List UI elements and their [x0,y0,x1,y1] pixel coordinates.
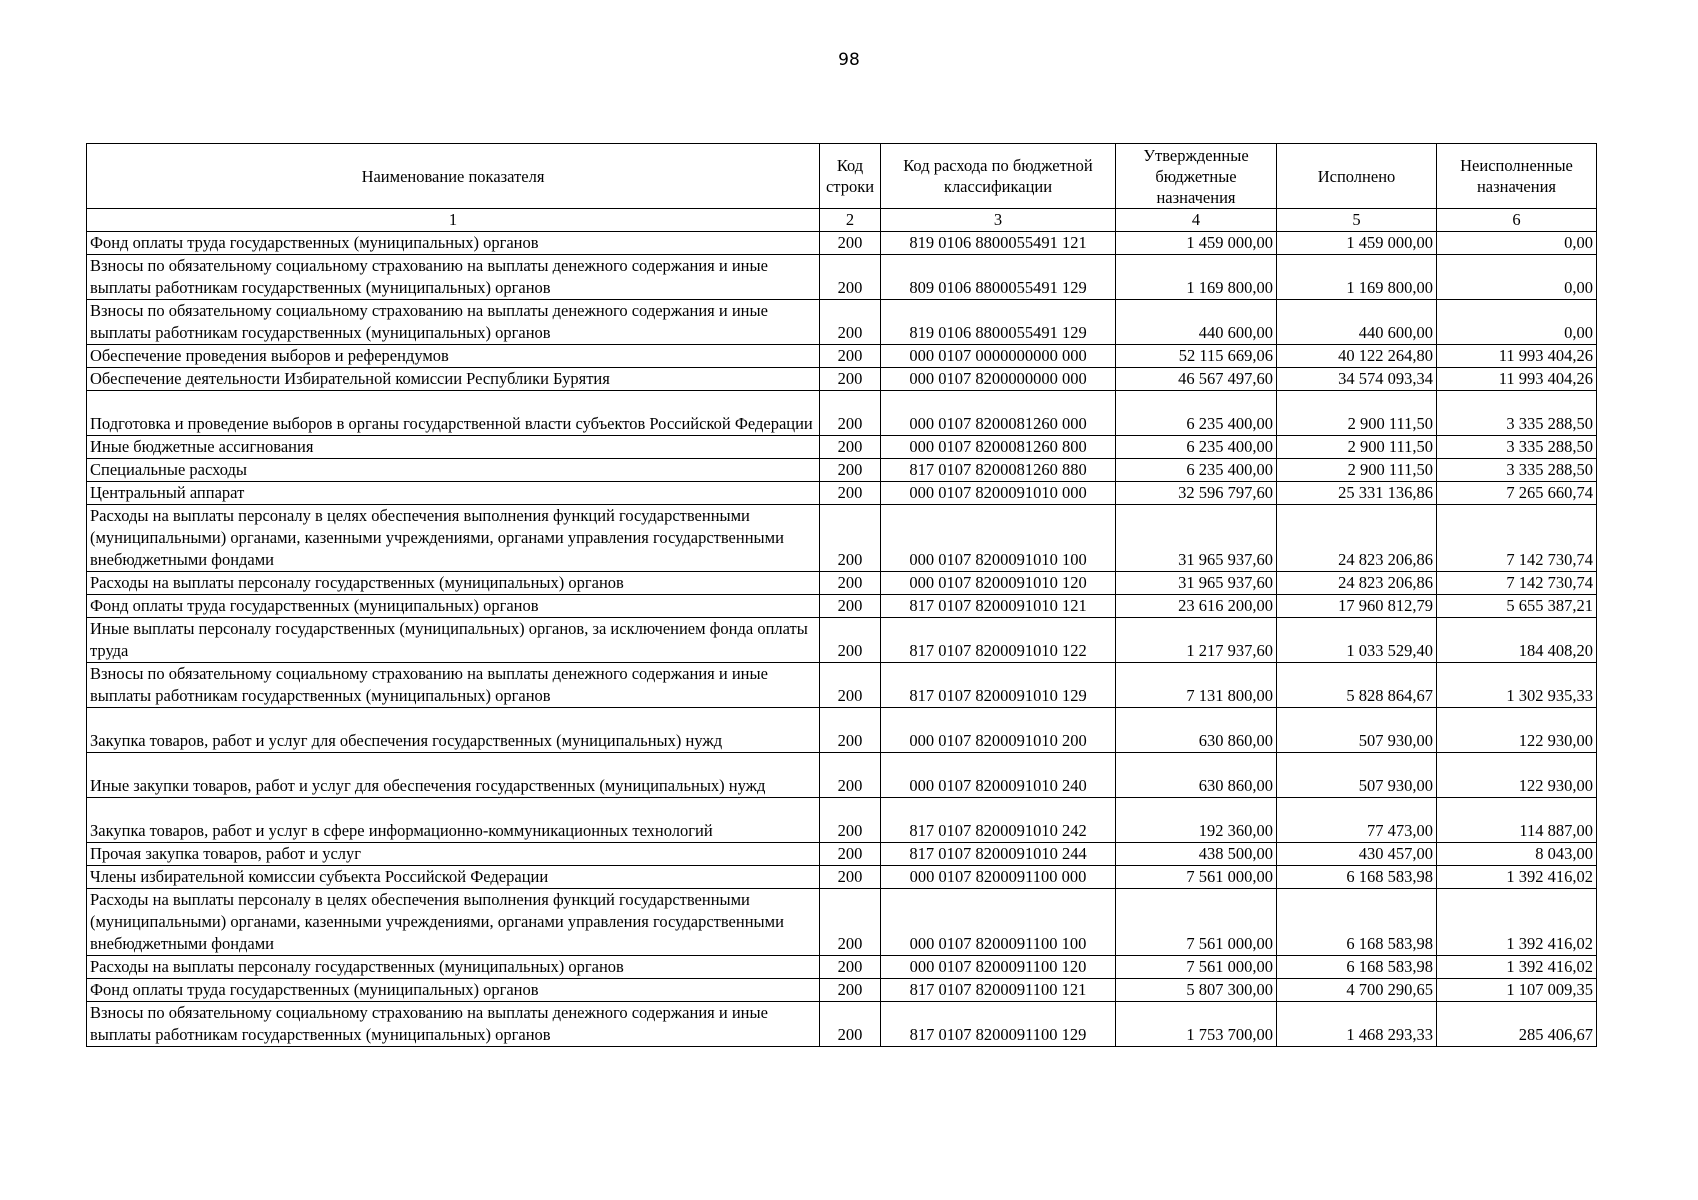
row-approved: 6 235 400,00 [1116,436,1277,459]
row-name: Члены избирательной комиссии субъекта Российской Федерации [87,866,820,889]
row-line-code: 200 [820,300,881,345]
row-budget-code: 000 0107 8200091100 120 [881,956,1116,979]
row-unexecuted: 1 392 416,02 [1437,866,1597,889]
row-line-code: 200 [820,798,881,843]
row-name: Фонд оплаты труда государственных (муниципальных) органов [87,595,820,618]
row-executed: 6 168 583,98 [1277,866,1437,889]
row-budget-code: 000 0107 8200081260 800 [881,436,1116,459]
row-unexecuted: 1 107 009,35 [1437,979,1597,1002]
row-name: Закупка товаров, работ и услуг в сфере информационно-коммуникационных технологий [87,798,820,843]
row-line-code: 200 [820,436,881,459]
row-budget-code: 819 0106 8800055491 129 [881,300,1116,345]
column-number: 1 [87,209,820,232]
row-executed: 6 168 583,98 [1277,956,1437,979]
row-executed: 17 960 812,79 [1277,595,1437,618]
row-line-code: 200 [820,843,881,866]
table-row [87,979,1597,1002]
header-row [87,144,1597,209]
row-approved: 23 616 200,00 [1116,595,1277,618]
row-approved: 438 500,00 [1116,843,1277,866]
table-row [87,232,1597,255]
row-name: Фонд оплаты труда государственных (муниципальных) органов [87,232,820,255]
header-approved: Утвержденные бюджетные назначения [1116,144,1277,209]
row-budget-code: 000 0107 8200091010 240 [881,753,1116,798]
header-name: Наименование показателя [87,144,820,209]
row-budget-code: 817 0107 8200091010 129 [881,663,1116,708]
row-unexecuted: 285 406,67 [1437,1002,1597,1047]
row-executed: 24 823 206,86 [1277,572,1437,595]
table-header [87,144,1597,232]
row-unexecuted: 114 887,00 [1437,798,1597,843]
row-executed: 2 900 111,50 [1277,391,1437,436]
row-line-code: 200 [820,956,881,979]
row-approved: 1 753 700,00 [1116,1002,1277,1047]
row-executed: 2 900 111,50 [1277,436,1437,459]
row-name: Обеспечение проведения выборов и референдумов [87,345,820,368]
row-name: Расходы на выплаты персоналу в целях обеспечения выполнения функций государственными (муниципальными) органами, казенными учреждениями, органами управления государственными внебюджетными фондами [87,889,820,956]
row-unexecuted: 1 392 416,02 [1437,956,1597,979]
row-line-code: 200 [820,391,881,436]
header-line-code: Код строки [820,144,881,209]
column-number: 2 [820,209,881,232]
row-unexecuted: 0,00 [1437,300,1597,345]
row-executed: 507 930,00 [1277,753,1437,798]
table-row [87,572,1597,595]
row-name: Центральный аппарат [87,482,820,505]
row-approved: 440 600,00 [1116,300,1277,345]
row-approved: 7 561 000,00 [1116,866,1277,889]
row-budget-code: 000 0107 8200091010 200 [881,708,1116,753]
row-approved: 6 235 400,00 [1116,391,1277,436]
column-number: 6 [1437,209,1597,232]
row-budget-code: 000 0107 8200081260 000 [881,391,1116,436]
table-row [87,889,1597,956]
row-name: Взносы по обязательному социальному страхованию на выплаты денежного содержания и иные выплаты работникам государственных (муниципальных) органов [87,300,820,345]
row-line-code: 200 [820,979,881,1002]
row-budget-code: 000 0107 8200091100 100 [881,889,1116,956]
table-row [87,1002,1597,1047]
row-line-code: 200 [820,753,881,798]
row-unexecuted: 0,00 [1437,255,1597,300]
row-line-code: 200 [820,505,881,572]
row-executed: 440 600,00 [1277,300,1437,345]
row-executed: 4 700 290,65 [1277,979,1437,1002]
row-unexecuted: 11 993 404,26 [1437,368,1597,391]
row-unexecuted: 122 930,00 [1437,753,1597,798]
row-approved: 32 596 797,60 [1116,482,1277,505]
row-name: Прочая закупка товаров, работ и услуг [87,843,820,866]
row-approved: 31 965 937,60 [1116,572,1277,595]
table-row [87,595,1597,618]
header-budget-code: Код расхода по бюджетной классификации [881,144,1116,209]
row-budget-code: 809 0106 8800055491 129 [881,255,1116,300]
table-row [87,368,1597,391]
row-approved: 31 965 937,60 [1116,505,1277,572]
row-executed: 1 468 293,33 [1277,1002,1437,1047]
header-unexecuted: Неисполненные назначения [1437,144,1597,209]
column-number: 5 [1277,209,1437,232]
table-row [87,255,1597,300]
row-line-code: 200 [820,889,881,956]
row-approved: 1 217 937,60 [1116,618,1277,663]
row-line-code: 200 [820,708,881,753]
row-executed: 25 331 136,86 [1277,482,1437,505]
row-unexecuted: 3 335 288,50 [1437,436,1597,459]
row-unexecuted: 5 655 387,21 [1437,595,1597,618]
row-approved: 52 115 669,06 [1116,345,1277,368]
table-row [87,708,1597,753]
table-row [87,300,1597,345]
row-line-code: 200 [820,368,881,391]
row-executed: 1 169 800,00 [1277,255,1437,300]
row-name: Взносы по обязательному социальному страхованию на выплаты денежного содержания и иные выплаты работникам государственных (муниципальных) органов [87,663,820,708]
row-name: Взносы по обязательному социальному страхованию на выплаты денежного содержания и иные выплаты работникам государственных (муниципальных) органов [87,1002,820,1047]
row-line-code: 200 [820,618,881,663]
table-row [87,345,1597,368]
row-approved: 630 860,00 [1116,708,1277,753]
row-budget-code: 817 0107 8200091010 242 [881,798,1116,843]
row-line-code: 200 [820,866,881,889]
table-row [87,866,1597,889]
table-row [87,663,1597,708]
row-name: Иные бюджетные ассигнования [87,436,820,459]
row-name: Расходы на выплаты персоналу государственных (муниципальных) органов [87,572,820,595]
row-name: Подготовка и проведение выборов в органы государственной власти субъектов Российской Федерации [87,391,820,436]
row-line-code: 200 [820,572,881,595]
table-row [87,956,1597,979]
table-row [87,391,1597,436]
row-unexecuted: 122 930,00 [1437,708,1597,753]
row-approved: 1 459 000,00 [1116,232,1277,255]
row-budget-code: 817 0107 8200091100 121 [881,979,1116,1002]
row-executed: 1 459 000,00 [1277,232,1437,255]
row-executed: 34 574 093,34 [1277,368,1437,391]
row-approved: 630 860,00 [1116,753,1277,798]
table-row [87,843,1597,866]
row-unexecuted: 7 142 730,74 [1437,572,1597,595]
row-name: Расходы на выплаты персоналу государственных (муниципальных) органов [87,956,820,979]
row-approved: 46 567 497,60 [1116,368,1277,391]
row-executed: 507 930,00 [1277,708,1437,753]
row-executed: 1 033 529,40 [1277,618,1437,663]
row-name: Иные закупки товаров, работ и услуг для обеспечения государственных (муниципальных) нужд [87,753,820,798]
row-budget-code: 000 0107 8200091010 100 [881,505,1116,572]
row-approved: 7 561 000,00 [1116,956,1277,979]
table-row [87,505,1597,572]
row-executed: 2 900 111,50 [1277,459,1437,482]
table-row [87,459,1597,482]
row-name: Взносы по обязательному социальному страхованию на выплаты денежного содержания и иные выплаты работникам государственных (муниципальных) органов [87,255,820,300]
header-executed: Исполнено [1277,144,1437,209]
row-unexecuted: 7 265 660,74 [1437,482,1597,505]
row-executed: 6 168 583,98 [1277,889,1437,956]
page-number: 98 [838,50,860,70]
row-name: Расходы на выплаты персоналу в целях обеспечения выполнения функций государственными (муниципальными) органами, казенными учреждениями, органами управления государственными внебюджетными фондами [87,505,820,572]
row-line-code: 200 [820,1002,881,1047]
row-name: Закупка товаров, работ и услуг для обеспечения государственных (муниципальных) нужд [87,708,820,753]
row-approved: 1 169 800,00 [1116,255,1277,300]
row-approved: 7 131 800,00 [1116,663,1277,708]
row-line-code: 200 [820,482,881,505]
row-unexecuted: 3 335 288,50 [1437,459,1597,482]
table-body [87,232,1597,1047]
row-budget-code: 817 0107 8200091010 121 [881,595,1116,618]
row-executed: 430 457,00 [1277,843,1437,866]
column-number-row [87,209,1597,232]
column-number: 4 [1116,209,1277,232]
row-budget-code: 817 0107 8200091010 122 [881,618,1116,663]
row-approved: 192 360,00 [1116,798,1277,843]
table-row [87,753,1597,798]
row-budget-code: 000 0107 8200091010 120 [881,572,1116,595]
row-approved: 5 807 300,00 [1116,979,1277,1002]
row-unexecuted: 3 335 288,50 [1437,391,1597,436]
row-line-code: 200 [820,595,881,618]
table-row [87,482,1597,505]
row-unexecuted: 8 043,00 [1437,843,1597,866]
row-unexecuted: 1 302 935,33 [1437,663,1597,708]
row-line-code: 200 [820,459,881,482]
table-row [87,798,1597,843]
row-budget-code: 817 0107 8200081260 880 [881,459,1116,482]
row-line-code: 200 [820,663,881,708]
table-row [87,618,1597,663]
row-executed: 77 473,00 [1277,798,1437,843]
row-approved: 7 561 000,00 [1116,889,1277,956]
row-budget-code: 817 0107 8200091010 244 [881,843,1116,866]
row-name: Фонд оплаты труда государственных (муниципальных) органов [87,979,820,1002]
row-budget-code: 819 0106 8800055491 121 [881,232,1116,255]
row-unexecuted: 7 142 730,74 [1437,505,1597,572]
row-budget-code: 000 0107 0000000000 000 [881,345,1116,368]
row-line-code: 200 [820,232,881,255]
row-unexecuted: 11 993 404,26 [1437,345,1597,368]
row-budget-code: 000 0107 8200091100 000 [881,866,1116,889]
row-executed: 40 122 264,80 [1277,345,1437,368]
row-name: Обеспечение деятельности Избирательной комиссии Республики Бурятия [87,368,820,391]
row-approved: 6 235 400,00 [1116,459,1277,482]
row-unexecuted: 0,00 [1437,232,1597,255]
row-line-code: 200 [820,255,881,300]
row-budget-code: 817 0107 8200091100 129 [881,1002,1116,1047]
row-unexecuted: 1 392 416,02 [1437,889,1597,956]
row-budget-code: 000 0107 8200000000 000 [881,368,1116,391]
row-budget-code: 000 0107 8200091010 000 [881,482,1116,505]
row-name: Специальные расходы [87,459,820,482]
row-unexecuted: 184 408,20 [1437,618,1597,663]
table-row [87,436,1597,459]
row-name: Иные выплаты персоналу государственных (муниципальных) органов, за исключением фонда оплаты труда [87,618,820,663]
budget-execution-table [86,143,1597,1047]
row-executed: 5 828 864,67 [1277,663,1437,708]
row-executed: 24 823 206,86 [1277,505,1437,572]
column-number: 3 [881,209,1116,232]
row-line-code: 200 [820,345,881,368]
